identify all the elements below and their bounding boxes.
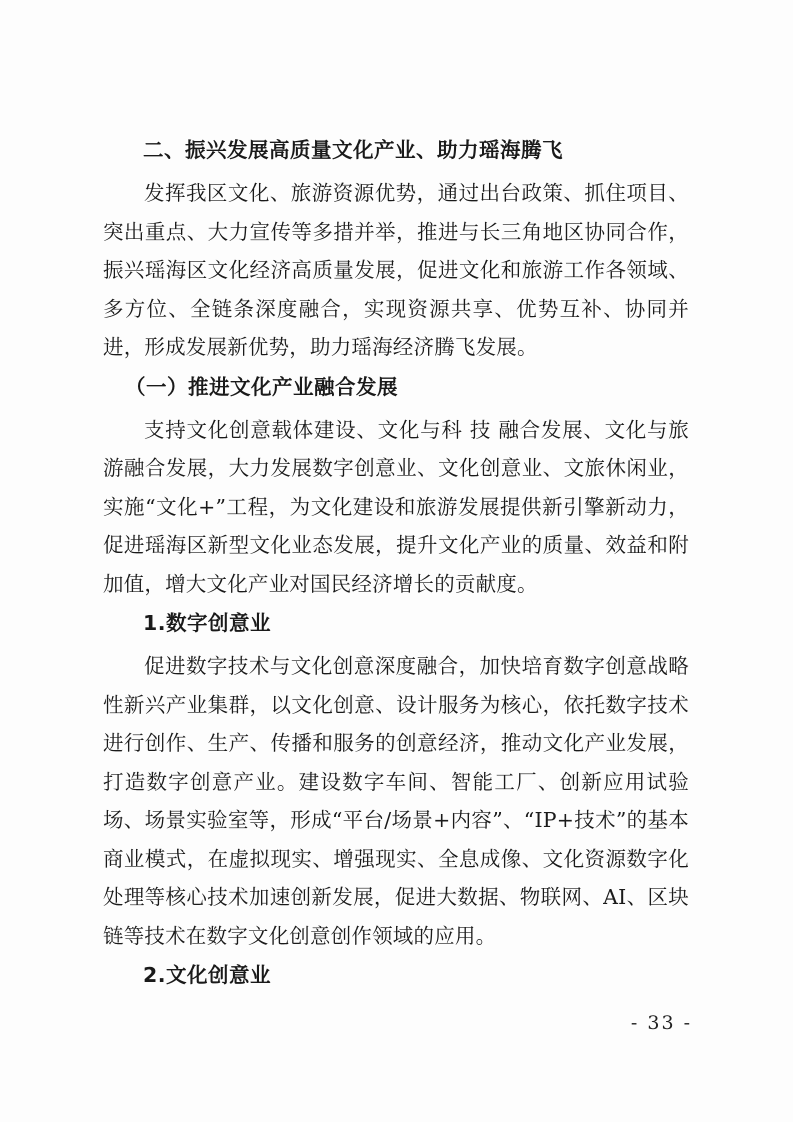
- body-paragraph: 发挥我区文化、旅游资源优势，通过出台政策、抓住项目、突出重点、大力宣传等多措并举，推进与长三角地区协同合作，振兴瑶海区文化经济高质量发展，促进文化和旅游工作各领域、多方位、全链条深度融合，实现资源共享、优势互补、协同并进，形成发展新优势，助力瑶海经济腾飞发展。: [103, 181, 689, 359]
- body-paragraph: 促进数字技术与文化创意深度融合，加快培育数字创意战略性新兴产业集群，以文化创意、设计服务为核心，依托数字技术进行创作、生产、传播和服务的创意经济，推动文化产业发展，打造数字创意产业。建设数字车间、智能工厂、创新应用试验场、场景实验室等，形成“平台/场景+内容”、“IP+技术”的基本商业模式，在虚拟现实、增强现实、全息成像、文化资源数字化处理等核心技术加速创新发展，促进大数据、物联网、AI、区块链等技术在数字文化创意创作领域的应用。: [103, 654, 689, 948]
- document-body: [103, 136, 689, 999]
- body-paragraph: 支持文化创意载体建设、文化与科 技 融合发展、文化与旅游融合发展，大力发展数字创意业、文化创意业、文旅休闲业，实施“文化+”工程，为文化建设和旅游发展提供新引擎新动力，促进瑶海区新型文化业态发展，提升文化产业的质量、效益和附加值，增大文化产业对国民经济增长的贡献度。: [103, 417, 689, 596]
- section-heading: 二、振兴发展高质量文化产业、助力瑶海腾飞: [143, 138, 563, 162]
- page-number: - 33 -: [630, 1012, 692, 1034]
- item-heading: 2.文化创意业: [143, 963, 272, 987]
- subsection-heading: （一）推进文化产业融合发展: [125, 374, 398, 399]
- item-heading: 1.数字创意业: [143, 611, 272, 635]
